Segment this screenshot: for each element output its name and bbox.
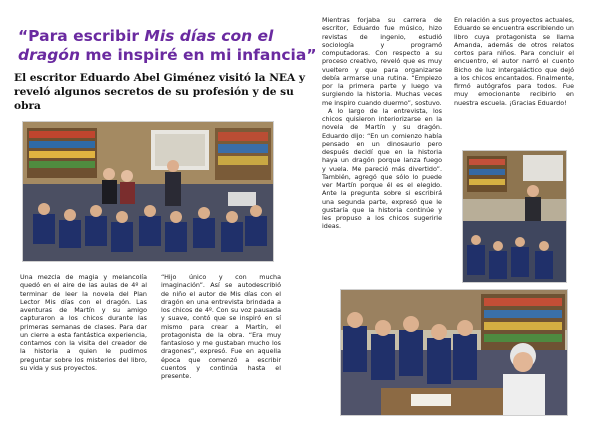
autograph-signing-photo	[340, 289, 568, 416]
headline	[18, 27, 318, 65]
subheadline: El escritor Eduardo Abel Giménez visitó la NEA y reveló algunos secretos de su profesión y de su obra	[14, 72, 306, 112]
article-column-1	[20, 273, 147, 372]
headline-book-title: Mis días con el dragón	[18, 27, 274, 64]
headline-quote-open: “Para escribir	[18, 27, 145, 45]
classroom-photo	[22, 121, 274, 262]
column-3-paragraph-1: Mientras forjaba su carrera de escritor, Eduardo fue músico, hizo revistas de ingenio, estudió sociología y programó computadoras. Con respecto a su proceso creativo, reveló que es muy vueltero y que para organizarse debía armarse una rutina. “Empiezo por la primera parte y luego va surgiendo la historia. Muchas veces me inspiro cuando duermo”, sostuvo.	[322, 16, 442, 107]
column-4-paragraph: En relación a sus proyectos actuales, Eduardo se encuentra escribiendo un libro cuya protagonista se llama Amanda, además de otros relatos cortos para niños. Para concluir el encuentro, el autor narró el cuento Bicho de luz intergaláctico que dejó a los chicos encantados. Finalmente, firmó autógrafos para todos. Fue muy emocionante recibirlo en nuestra escuela. ¡Gracias Eduardo!	[454, 16, 574, 107]
article-column-4	[454, 16, 574, 107]
headline-quote-rest: me inspiré en mi infancia”	[79, 46, 317, 64]
author-with-students-photo	[462, 150, 567, 283]
column-3-paragraph-2: A lo largo de la entrevista, los chicos quisieron interiorizarse en la novela de Martín y su dragón. Eduardo dijo: “En un comienzo había pensado en un dinosaurio pero después decidí que en la historia haya un dragón porque lanza fuego y vuela. Me pareció más divertido”. También, agregó que sólo lo puede ver Martín porque él es el elegido. Ante la pregunta sobre si escribirá una segunda parte, expresó que le gustaría que la historia continúe y les propuso a los chicos sugerirle ideas.	[322, 106, 442, 231]
column-2-paragraph: “Hijo único y con mucha imaginación”. Así se autodescribió de niño el autor de Mis días con el dragón en una entrevista brindada a los chicos de 4º. Con su voz pausada y suave, contó que se inspiró en sí mismo para crear a Martín, el protagonista de la obra. “Era muy fantasioso y me gustaban mucho los dragones”, expresó. Fue en aquella época que comenzó a escribir cuentos y continúa hasta el presente.	[161, 273, 281, 380]
article-column-2	[161, 273, 281, 380]
column-1-paragraph: Una mezcla de magia y melancolía quedó en el aire de las aulas de 4º al terminar de leer la novela del Plan Lector Mis días con el dragón. Las aventuras de Martín y su amigo capturaron a los chicos durante las primeras semanas de clases. Para dar un cierre a esta fantástica experiencia, contamos con la visita del creador de la historia a quien le pudimos preguntar sobre los misterios del libro, su vida y sus proyectos.	[20, 273, 147, 372]
article-column-3	[322, 16, 442, 231]
